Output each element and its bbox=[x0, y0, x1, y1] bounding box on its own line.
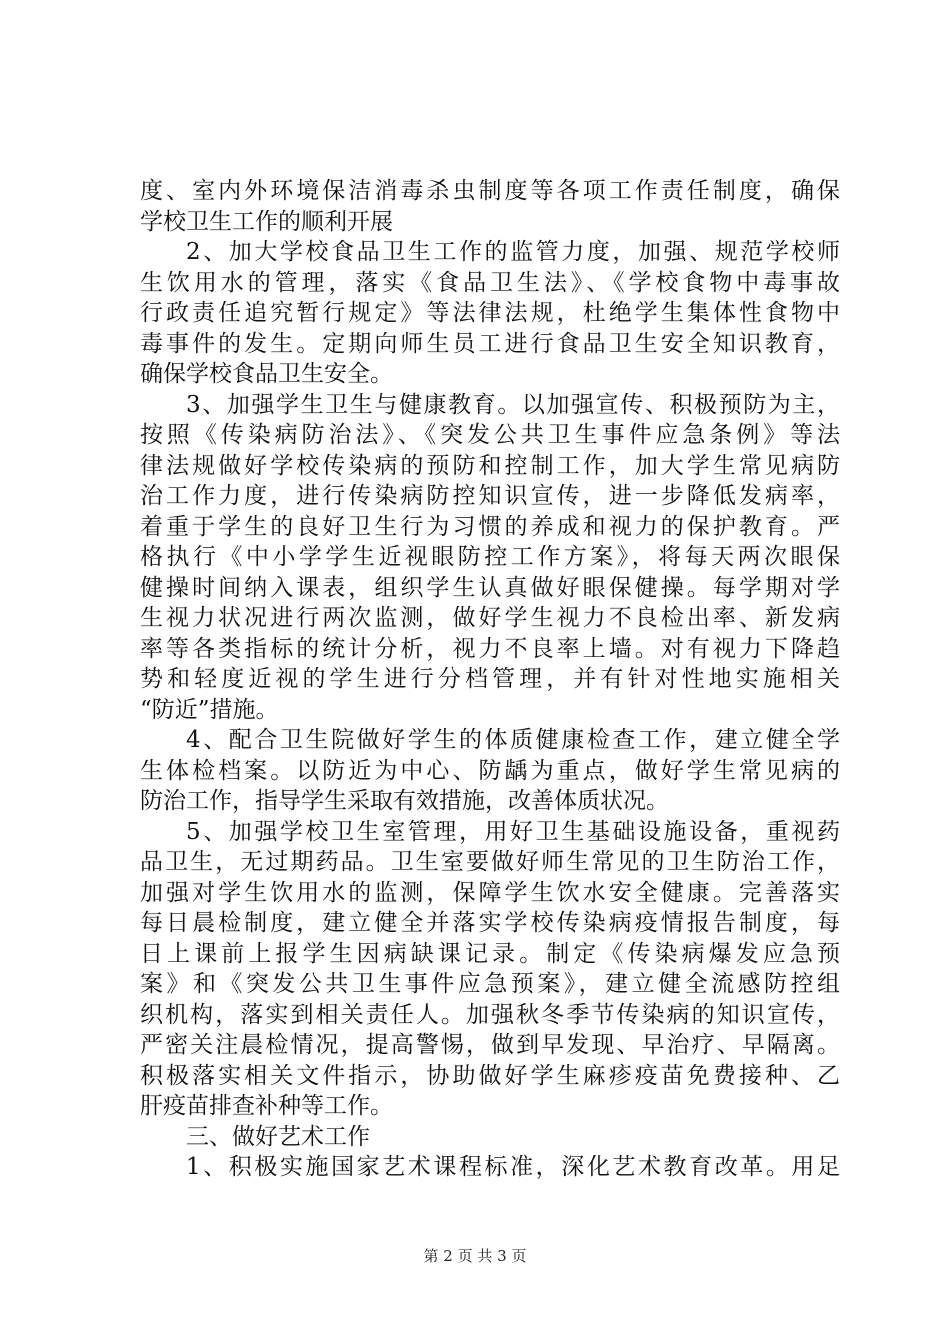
text-line: 2、加大学校食品卫生工作的监管力度，加强、规范学校师 bbox=[186, 239, 840, 265]
text-line: 品卫生，无过期药品。卫生室要做好师生常见的卫生防治工作， bbox=[140, 849, 840, 875]
text-line: 案》和《突发公共卫生事件应急预案》，建立健全流感防控组 bbox=[140, 971, 840, 997]
text-line: 3、加强学生卫生与健康教育。以加强宣传、积极预防为主， bbox=[186, 391, 840, 418]
text-line: 按照《传染病防治法》、《突发公共卫生事件应急条例》等法 bbox=[140, 422, 840, 448]
text-line: 防治工作，指导学生采取有效措施，改善体质状况。 bbox=[140, 788, 669, 814]
text-line: 4、配合卫生院做好学生的体质健康检查工作，建立健全学 bbox=[186, 727, 840, 753]
text-line: 加强对学生饮用水的监测，保障学生饮水安全健康。完善落实 bbox=[140, 879, 840, 906]
text-line: 严密关注晨检情况，提高警惕，做到早发现、早治疗、早隔离。 bbox=[140, 1032, 840, 1058]
text-line: 行政责任追究暂行规定》等法律法规，杜绝学生集体性食物中 bbox=[140, 300, 840, 326]
document-body bbox=[140, 176, 840, 1183]
page-footer: 第 2 页 共 3 页 bbox=[423, 1247, 527, 1265]
text-line: 率等各类指标的统计分析，视力不良率上墙。对有视力下降趋 bbox=[140, 635, 840, 662]
text-line: 生视力状况进行两次监测，做好学生视力不良检出率、新发病 bbox=[140, 605, 840, 631]
text-line: 1、积极实施国家艺术课程标准，深化艺术教育改革。用足 bbox=[186, 1154, 840, 1180]
text-line: 格执行《中小学学生近视眼防控工作方案》，将每天两次眼保 bbox=[140, 544, 840, 570]
text-line: 每日晨检制度，建立健全并落实学校传染病疫情报告制度，每 bbox=[140, 910, 840, 936]
text-line: 学校卫生工作的顺利开展 bbox=[140, 208, 393, 235]
text-line: 积极落实相关文件指示，协助做好学生麻疹疫苗免费接种、乙 bbox=[140, 1062, 840, 1089]
text-line: 治工作力度，进行传染病防控知识宣传，进一步降低发病率， bbox=[140, 483, 840, 509]
text-line: 健操时间纳入课表，组织学生认真做好眼保健操。每学期对学 bbox=[140, 574, 840, 601]
text-line: 律法规做好学校传染病的预防和控制工作，加大学生常见病防 bbox=[140, 452, 840, 479]
text-line: 生饮用水的管理，落实《食品卫生法》、《学校食物中毒事故 bbox=[140, 269, 840, 296]
text-line: “防近”措施。 bbox=[140, 696, 279, 723]
text-line: 着重于学生的良好卫生行为习惯的养成和视力的保护教育。严 bbox=[140, 513, 840, 540]
text-line: 确保学校食品卫生安全。 bbox=[140, 361, 393, 387]
text-line: 势和轻度近视的学生进行分档管理，并有针对性地实施相关 bbox=[140, 666, 840, 692]
text-line: 5、加强学校卫生室管理，用好卫生基础设施设备，重视药 bbox=[186, 818, 840, 845]
text-line: 毒事件的发生。定期向师生员工进行食品卫生安全知识教育， bbox=[140, 330, 840, 357]
text-line: 度、室内外环境保洁消毒杀虫制度等各项工作责任制度，确保 bbox=[140, 178, 840, 204]
text-line: 日上课前上报学生因病缺课记录。制定《传染病爆发应急预 bbox=[140, 940, 840, 967]
text-line: 生体检档案。以防近为中心、防龋为重点，做好学生常见病的 bbox=[140, 757, 840, 784]
text-line: 三、做好艺术工作 bbox=[186, 1123, 370, 1150]
text-line: 肝疫苗排查补种等工作。 bbox=[140, 1093, 393, 1119]
text-line: 织机构，落实到相关责任人。加强秋冬季节传染病的知识宣传， bbox=[140, 1001, 840, 1028]
